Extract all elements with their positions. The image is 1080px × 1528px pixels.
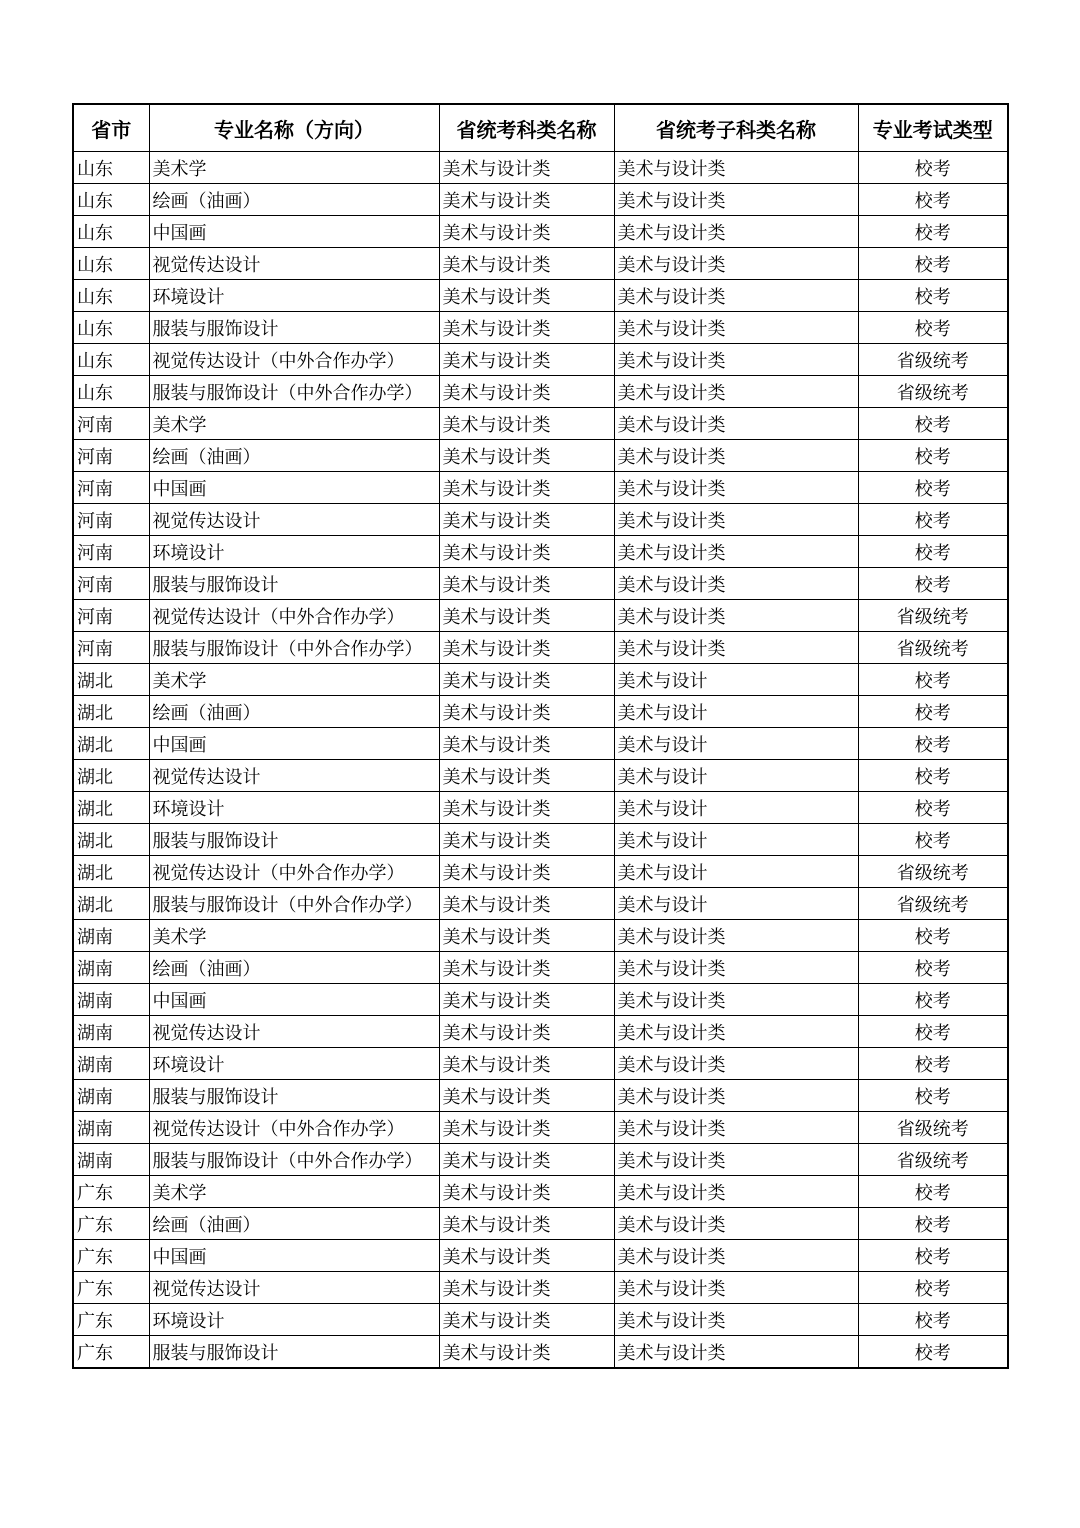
table-row [73, 1080, 1008, 1112]
cell-major-name: 美术学 [149, 920, 439, 952]
cell-exam-category: 美术与设计类 [439, 856, 614, 888]
table-row [73, 1048, 1008, 1080]
cell-exam-category: 美术与设计类 [439, 824, 614, 856]
cell-exam-type: 校考 [858, 504, 1008, 536]
cell-exam-category: 美术与设计类 [439, 536, 614, 568]
cell-major-name: 服装与服饰设计 [149, 1080, 439, 1112]
table-row [73, 664, 1008, 696]
cell-exam-subcategory: 美术与设计类 [614, 984, 858, 1016]
table-row [73, 152, 1008, 184]
cell-exam-type: 校考 [858, 312, 1008, 344]
cell-exam-subcategory: 美术与设计 [614, 760, 858, 792]
cell-major-name: 中国画 [149, 216, 439, 248]
table-row [73, 1016, 1008, 1048]
cell-exam-subcategory: 美术与设计类 [614, 344, 858, 376]
cell-major-name: 视觉传达设计 [149, 760, 439, 792]
table-row [73, 1272, 1008, 1304]
cell-major-name: 视觉传达设计 [149, 504, 439, 536]
cell-exam-category: 美术与设计类 [439, 408, 614, 440]
cell-exam-type: 校考 [858, 1048, 1008, 1080]
cell-province: 山东 [73, 280, 149, 312]
cell-province: 山东 [73, 184, 149, 216]
table-row [73, 440, 1008, 472]
cell-province: 湖南 [73, 1016, 149, 1048]
cell-province: 山东 [73, 152, 149, 184]
cell-exam-subcategory: 美术与设计类 [614, 248, 858, 280]
header-major-name: 专业名称（方向） [149, 104, 439, 152]
cell-exam-type: 校考 [858, 408, 1008, 440]
cell-exam-type: 校考 [858, 248, 1008, 280]
table-row [73, 568, 1008, 600]
cell-exam-category: 美术与设计类 [439, 440, 614, 472]
cell-major-name: 环境设计 [149, 536, 439, 568]
cell-province: 山东 [73, 312, 149, 344]
cell-exam-subcategory: 美术与设计 [614, 696, 858, 728]
table-row [73, 1336, 1008, 1369]
cell-exam-type: 校考 [858, 984, 1008, 1016]
cell-major-name: 绘画（油画） [149, 1208, 439, 1240]
cell-exam-category: 美术与设计类 [439, 1048, 614, 1080]
cell-exam-type: 校考 [858, 1272, 1008, 1304]
cell-exam-category: 美术与设计类 [439, 280, 614, 312]
table-row [73, 1112, 1008, 1144]
table-row [73, 536, 1008, 568]
cell-major-name: 环境设计 [149, 280, 439, 312]
cell-exam-type: 校考 [858, 664, 1008, 696]
cell-exam-subcategory: 美术与设计类 [614, 1080, 858, 1112]
cell-exam-subcategory: 美术与设计类 [614, 1048, 858, 1080]
cell-exam-category: 美术与设计类 [439, 312, 614, 344]
cell-exam-subcategory: 美术与设计类 [614, 216, 858, 248]
cell-exam-subcategory: 美术与设计 [614, 728, 858, 760]
cell-exam-category: 美术与设计类 [439, 152, 614, 184]
table-row [73, 344, 1008, 376]
cell-major-name: 服装与服饰设计 [149, 1336, 439, 1369]
cell-major-name: 视觉传达设计（中外合作办学） [149, 856, 439, 888]
cell-exam-subcategory: 美术与设计类 [614, 920, 858, 952]
cell-exam-category: 美术与设计类 [439, 632, 614, 664]
table-body [73, 152, 1008, 1369]
cell-exam-category: 美术与设计类 [439, 920, 614, 952]
cell-province: 湖南 [73, 1144, 149, 1176]
cell-exam-category: 美术与设计类 [439, 696, 614, 728]
cell-exam-type: 校考 [858, 440, 1008, 472]
cell-exam-category: 美术与设计类 [439, 600, 614, 632]
cell-exam-category: 美术与设计类 [439, 1240, 614, 1272]
cell-exam-subcategory: 美术与设计类 [614, 1336, 858, 1369]
cell-major-name: 美术学 [149, 152, 439, 184]
table-row [73, 1208, 1008, 1240]
cell-exam-type: 校考 [858, 952, 1008, 984]
cell-exam-category: 美术与设计类 [439, 1112, 614, 1144]
cell-exam-category: 美术与设计类 [439, 792, 614, 824]
cell-exam-subcategory: 美术与设计类 [614, 408, 858, 440]
cell-major-name: 绘画（油画） [149, 440, 439, 472]
table-row [73, 920, 1008, 952]
cell-province: 山东 [73, 216, 149, 248]
table-row [73, 248, 1008, 280]
cell-exam-type: 校考 [858, 184, 1008, 216]
cell-province: 广东 [73, 1240, 149, 1272]
table-row [73, 280, 1008, 312]
cell-exam-type: 校考 [858, 760, 1008, 792]
cell-major-name: 服装与服饰设计（中外合作办学） [149, 632, 439, 664]
table-row [73, 1304, 1008, 1336]
table-row [73, 472, 1008, 504]
cell-major-name: 美术学 [149, 408, 439, 440]
cell-exam-category: 美术与设计类 [439, 248, 614, 280]
cell-exam-type: 校考 [858, 216, 1008, 248]
cell-province: 湖北 [73, 728, 149, 760]
cell-province: 广东 [73, 1208, 149, 1240]
cell-major-name: 服装与服饰设计（中外合作办学） [149, 888, 439, 920]
cell-major-name: 视觉传达设计（中外合作办学） [149, 600, 439, 632]
cell-province: 河南 [73, 408, 149, 440]
cell-exam-category: 美术与设计类 [439, 1176, 614, 1208]
table-row [73, 1176, 1008, 1208]
table-row [73, 184, 1008, 216]
header-province: 省市 [73, 104, 149, 152]
header-exam-category: 省统考科类名称 [439, 104, 614, 152]
header-row [73, 104, 1008, 152]
cell-province: 河南 [73, 504, 149, 536]
cell-province: 湖北 [73, 824, 149, 856]
cell-exam-category: 美术与设计类 [439, 344, 614, 376]
cell-exam-subcategory: 美术与设计 [614, 856, 858, 888]
cell-exam-type: 校考 [858, 1304, 1008, 1336]
cell-exam-subcategory: 美术与设计类 [614, 1176, 858, 1208]
cell-exam-subcategory: 美术与设计 [614, 664, 858, 696]
cell-province: 广东 [73, 1272, 149, 1304]
table-row [73, 376, 1008, 408]
cell-exam-category: 美术与设计类 [439, 568, 614, 600]
table-row [73, 408, 1008, 440]
cell-exam-subcategory: 美术与设计类 [614, 472, 858, 504]
table-row [73, 952, 1008, 984]
cell-exam-category: 美术与设计类 [439, 1208, 614, 1240]
table-row [73, 696, 1008, 728]
cell-major-name: 中国画 [149, 472, 439, 504]
cell-exam-subcategory: 美术与设计类 [614, 1112, 858, 1144]
cell-major-name: 环境设计 [149, 792, 439, 824]
cell-major-name: 中国画 [149, 728, 439, 760]
cell-province: 湖南 [73, 920, 149, 952]
table-row [73, 504, 1008, 536]
cell-exam-type: 校考 [858, 1176, 1008, 1208]
cell-exam-subcategory: 美术与设计类 [614, 152, 858, 184]
cell-exam-subcategory: 美术与设计类 [614, 1208, 858, 1240]
cell-exam-type: 校考 [858, 280, 1008, 312]
cell-exam-subcategory: 美术与设计类 [614, 536, 858, 568]
cell-exam-type: 校考 [858, 152, 1008, 184]
cell-exam-type: 校考 [858, 696, 1008, 728]
cell-exam-category: 美术与设计类 [439, 216, 614, 248]
cell-major-name: 视觉传达设计 [149, 1272, 439, 1304]
cell-exam-category: 美术与设计类 [439, 1304, 614, 1336]
cell-major-name: 视觉传达设计（中外合作办学） [149, 344, 439, 376]
cell-province: 山东 [73, 376, 149, 408]
cell-province: 湖南 [73, 984, 149, 1016]
cell-province: 河南 [73, 472, 149, 504]
cell-major-name: 服装与服饰设计（中外合作办学） [149, 376, 439, 408]
header-exam-type: 专业考试类型 [858, 104, 1008, 152]
cell-exam-type: 校考 [858, 472, 1008, 504]
cell-major-name: 服装与服饰设计 [149, 824, 439, 856]
cell-exam-subcategory: 美术与设计类 [614, 376, 858, 408]
cell-exam-category: 美术与设计类 [439, 1272, 614, 1304]
cell-exam-type: 省级统考 [858, 632, 1008, 664]
cell-province: 山东 [73, 248, 149, 280]
cell-exam-subcategory: 美术与设计类 [614, 312, 858, 344]
cell-province: 河南 [73, 440, 149, 472]
cell-exam-subcategory: 美术与设计类 [614, 1240, 858, 1272]
cell-exam-category: 美术与设计类 [439, 504, 614, 536]
table-row [73, 888, 1008, 920]
cell-exam-category: 美术与设计类 [439, 984, 614, 1016]
table-row [73, 760, 1008, 792]
cell-exam-subcategory: 美术与设计类 [614, 1016, 858, 1048]
cell-province: 广东 [73, 1336, 149, 1369]
cell-major-name: 服装与服饰设计 [149, 568, 439, 600]
cell-exam-type: 省级统考 [858, 600, 1008, 632]
cell-exam-category: 美术与设计类 [439, 184, 614, 216]
cell-exam-subcategory: 美术与设计类 [614, 1272, 858, 1304]
table-row [73, 728, 1008, 760]
cell-exam-category: 美术与设计类 [439, 952, 614, 984]
cell-province: 广东 [73, 1304, 149, 1336]
cell-exam-category: 美术与设计类 [439, 376, 614, 408]
cell-exam-type: 校考 [858, 536, 1008, 568]
cell-exam-type: 校考 [858, 728, 1008, 760]
cell-exam-type: 校考 [858, 920, 1008, 952]
cell-province: 河南 [73, 568, 149, 600]
cell-major-name: 绘画（油画） [149, 952, 439, 984]
cell-exam-type: 省级统考 [858, 1112, 1008, 1144]
cell-exam-type: 省级统考 [858, 888, 1008, 920]
cell-exam-type: 省级统考 [858, 1144, 1008, 1176]
table-row [73, 312, 1008, 344]
cell-exam-subcategory: 美术与设计类 [614, 280, 858, 312]
cell-exam-category: 美术与设计类 [439, 888, 614, 920]
cell-major-name: 美术学 [149, 1176, 439, 1208]
table-row [73, 632, 1008, 664]
cell-exam-type: 校考 [858, 1208, 1008, 1240]
cell-province: 湖南 [73, 1080, 149, 1112]
cell-major-name: 中国画 [149, 984, 439, 1016]
table-row [73, 792, 1008, 824]
cell-exam-subcategory: 美术与设计 [614, 824, 858, 856]
cell-major-name: 服装与服饰设计 [149, 312, 439, 344]
cell-major-name: 视觉传达设计（中外合作办学） [149, 1112, 439, 1144]
cell-exam-type: 校考 [858, 792, 1008, 824]
cell-exam-type: 校考 [858, 1016, 1008, 1048]
cell-exam-type: 校考 [858, 1336, 1008, 1369]
cell-province: 河南 [73, 600, 149, 632]
cell-exam-category: 美术与设计类 [439, 1336, 614, 1369]
cell-exam-category: 美术与设计类 [439, 728, 614, 760]
cell-major-name: 视觉传达设计 [149, 248, 439, 280]
cell-province: 河南 [73, 536, 149, 568]
cell-major-name: 美术学 [149, 664, 439, 696]
cell-exam-type: 省级统考 [858, 344, 1008, 376]
cell-exam-type: 校考 [858, 1080, 1008, 1112]
cell-major-name: 服装与服饰设计（中外合作办学） [149, 1144, 439, 1176]
cell-exam-type: 校考 [858, 824, 1008, 856]
cell-exam-category: 美术与设计类 [439, 760, 614, 792]
cell-exam-category: 美术与设计类 [439, 1144, 614, 1176]
cell-province: 山东 [73, 344, 149, 376]
cell-exam-subcategory: 美术与设计类 [614, 1304, 858, 1336]
cell-major-name: 环境设计 [149, 1048, 439, 1080]
cell-exam-type: 校考 [858, 1240, 1008, 1272]
table-row [73, 824, 1008, 856]
cell-province: 湖南 [73, 1048, 149, 1080]
table-row [73, 856, 1008, 888]
cell-exam-category: 美术与设计类 [439, 664, 614, 696]
table-row [73, 216, 1008, 248]
cell-exam-subcategory: 美术与设计 [614, 792, 858, 824]
header-exam-subcategory: 省统考子科类名称 [614, 104, 858, 152]
cell-exam-subcategory: 美术与设计类 [614, 440, 858, 472]
table-row [73, 600, 1008, 632]
cell-major-name: 环境设计 [149, 1304, 439, 1336]
cell-exam-type: 校考 [858, 568, 1008, 600]
cell-province: 河南 [73, 632, 149, 664]
cell-major-name: 绘画（油画） [149, 184, 439, 216]
cell-province: 湖北 [73, 696, 149, 728]
table-row [73, 1144, 1008, 1176]
cell-exam-subcategory: 美术与设计类 [614, 952, 858, 984]
cell-province: 广东 [73, 1176, 149, 1208]
table-row [73, 1240, 1008, 1272]
cell-province: 湖北 [73, 856, 149, 888]
cell-province: 湖南 [73, 952, 149, 984]
cell-exam-category: 美术与设计类 [439, 1080, 614, 1112]
cell-exam-subcategory: 美术与设计类 [614, 504, 858, 536]
cell-exam-type: 省级统考 [858, 856, 1008, 888]
cell-exam-type: 省级统考 [858, 376, 1008, 408]
cell-major-name: 绘画（油画） [149, 696, 439, 728]
cell-exam-subcategory: 美术与设计类 [614, 568, 858, 600]
cell-province: 湖北 [73, 760, 149, 792]
cell-exam-subcategory: 美术与设计类 [614, 632, 858, 664]
cell-province: 湖北 [73, 664, 149, 696]
major-exam-table [72, 103, 1009, 1369]
cell-exam-category: 美术与设计类 [439, 1016, 614, 1048]
cell-exam-subcategory: 美术与设计类 [614, 600, 858, 632]
table-row [73, 984, 1008, 1016]
cell-province: 湖南 [73, 1112, 149, 1144]
cell-exam-subcategory: 美术与设计 [614, 888, 858, 920]
cell-exam-subcategory: 美术与设计类 [614, 1144, 858, 1176]
cell-exam-category: 美术与设计类 [439, 472, 614, 504]
cell-province: 湖北 [73, 792, 149, 824]
cell-major-name: 视觉传达设计 [149, 1016, 439, 1048]
cell-province: 湖北 [73, 888, 149, 920]
cell-exam-subcategory: 美术与设计类 [614, 184, 858, 216]
cell-major-name: 中国画 [149, 1240, 439, 1272]
